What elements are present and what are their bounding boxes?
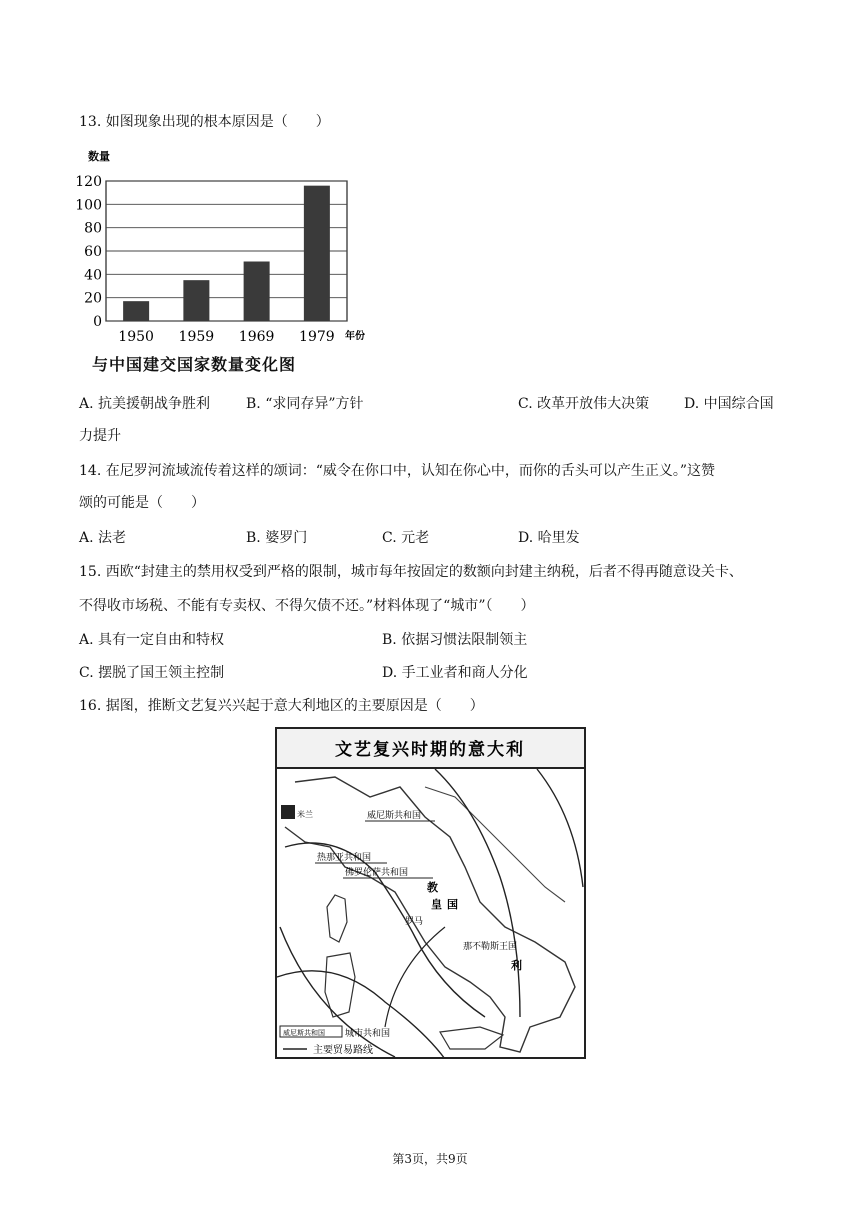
map-label-naples: 那不勒斯王国 xyxy=(463,942,518,952)
chart-x-tick-label: 1979 xyxy=(299,329,335,345)
chart-y-label: 数量 xyxy=(88,150,110,163)
legend-trade-route: 主要贸易路线 xyxy=(313,1045,373,1056)
chart-bar-1969 xyxy=(244,262,270,322)
q15-stem-line2: 不得收市场税、不能有专卖权、不得欠债不还。”材料体现了“城市”（ ） xyxy=(79,598,535,614)
chart-bar-1959 xyxy=(183,280,209,321)
q13-option-d-continued: 力提升 xyxy=(79,428,121,444)
q15-option-c: C. 摆脱了国王领主控制 xyxy=(79,665,225,681)
q13-option-d: D. 中国综合国 xyxy=(684,396,774,412)
chart-y-tick-label: 60 xyxy=(84,244,102,260)
q14-option-a: A. 法老 xyxy=(79,530,127,546)
chart-title: 与中国建交国家数量变化图 xyxy=(92,355,297,374)
page-footer: 第3页，共9页 xyxy=(392,1152,468,1166)
chart-y-tick-label: 120 xyxy=(75,174,102,190)
legend-city-republic: 城市共和国 xyxy=(345,1029,391,1039)
chart-x-tick-label: 1950 xyxy=(118,329,154,345)
q14-option-d: D. 哈里发 xyxy=(518,530,580,546)
map-label-genoa: 热那亚共和国 xyxy=(317,853,372,863)
map-label-papal-1: 教 xyxy=(427,881,438,894)
q14-stem-line2: 颂的可能是（ ） xyxy=(79,495,205,511)
q15-option-a: A. 具有一定自由和特权 xyxy=(79,632,225,648)
q14-stem-line1: 14. 在尼罗河流域流传着这样的颂词：“威令在你口中，认知在你心中，而你的舌头可以产生正义。”这赞 xyxy=(79,463,716,479)
q14-option-c: C. 元老 xyxy=(382,530,430,546)
chart-y-tick-label: 40 xyxy=(84,267,102,284)
map-label-florence: 佛罗伦萨共和国 xyxy=(345,868,409,878)
map-label-papal-2: 皇 xyxy=(431,898,442,911)
q13-option-b: B. “求同存异”方针 xyxy=(246,396,364,412)
q15-option-d: D. 手工业者和商人分化 xyxy=(382,665,528,681)
legend-sample: 威尼斯共和国 xyxy=(283,1029,325,1037)
map-title: 文艺复兴时期的意大利 xyxy=(335,740,525,760)
renaissance-italy-map xyxy=(275,727,586,1059)
map-label-venice: 威尼斯共和国 xyxy=(367,811,422,821)
q15-option-b: B. 依据习惯法限制领主 xyxy=(382,632,528,648)
q13-option-c: C. 改革开放伟大决策 xyxy=(518,396,650,412)
chart-y-tick-label: 100 xyxy=(75,197,102,214)
map-label-rome: 罗马 xyxy=(405,917,424,927)
chart-bar-1979 xyxy=(304,186,330,321)
chart-x-tick-label: 1959 xyxy=(178,329,215,345)
chart-y-tick-label: 0 xyxy=(93,314,102,330)
q14-option-b: B. 婆罗门 xyxy=(246,530,308,546)
map-label-italy-li: 利 xyxy=(511,959,522,972)
chart-x-tick-label: 1969 xyxy=(238,329,275,345)
country-count-bar-chart xyxy=(70,140,390,350)
chart-y-tick-label: 80 xyxy=(84,220,102,237)
chart-x-label: 年份 xyxy=(345,331,365,342)
q13-stem: 13. 如图现象出现的根本原因是（ ） xyxy=(79,114,330,130)
chart-y-tick-label: 20 xyxy=(84,290,102,307)
q13-option-a: A. 抗美援朝战争胜利 xyxy=(79,396,211,412)
q15-stem-line1: 15. 西欧“封建主的禁用权受到严格的限制，城市每年按固定的数额向封建主纳税，后者不得再随意设关卡、 xyxy=(79,564,743,580)
chart-bar-1950 xyxy=(123,301,149,321)
map-label-papal-3: 国 xyxy=(447,898,458,911)
map-label-milan: 米兰 xyxy=(297,810,313,819)
q16-stem: 16. 据图，推断文艺复兴兴起于意大利地区的主要原因是（ ） xyxy=(79,698,484,714)
